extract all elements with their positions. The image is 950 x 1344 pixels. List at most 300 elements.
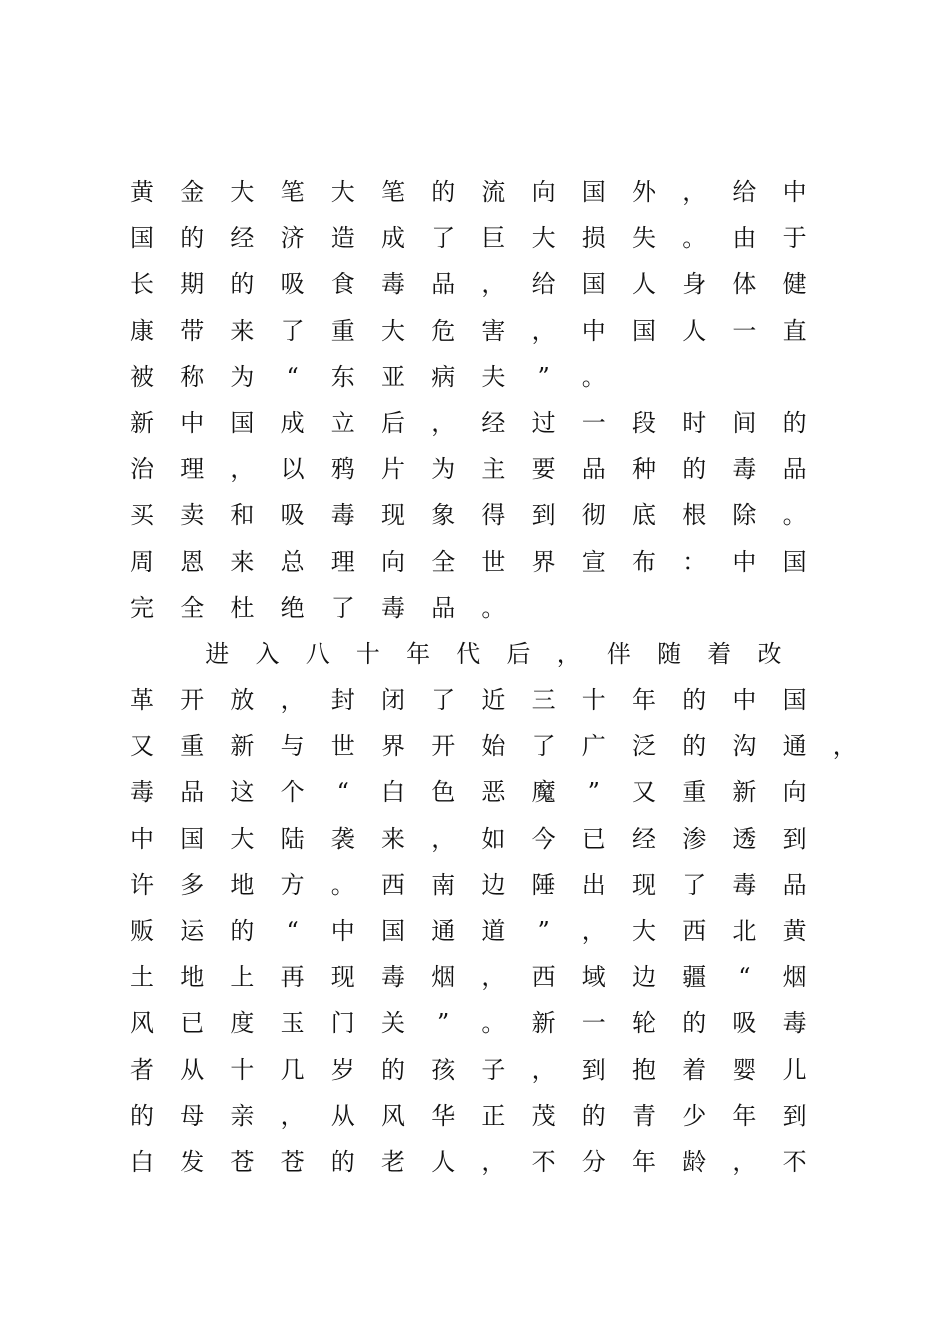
text-char: 青 — [632, 1101, 656, 1130]
text-char: 给 — [732, 178, 757, 206]
text-char: 危 — [431, 316, 456, 345]
text-char: 中 — [782, 178, 807, 206]
text-char: 彻 — [581, 501, 606, 530]
text-char: 根 — [682, 501, 707, 530]
text-char: 已 — [581, 824, 606, 853]
text-char: 中 — [581, 316, 606, 345]
text-char: 西 — [682, 917, 707, 945]
text-char: 要 — [531, 455, 556, 484]
text-char: ” — [437, 1009, 450, 1038]
text-char: 中 — [180, 408, 205, 437]
text-char: 运 — [180, 917, 205, 945]
text-char: 笔 — [280, 178, 305, 206]
text-line — [129, 678, 929, 724]
text-char: 茂 — [531, 1101, 556, 1130]
text-char: 卖 — [180, 501, 205, 530]
text-char: 南 — [431, 870, 456, 899]
text-char: 长 — [130, 270, 154, 299]
text-char: 于 — [782, 224, 807, 253]
text-char: 体 — [732, 270, 757, 299]
text-char: 国 — [782, 686, 807, 715]
text-char: 道 — [481, 917, 506, 945]
text-char: “ — [738, 963, 751, 992]
text-char: 再 — [280, 963, 305, 992]
text-char: ： — [682, 547, 707, 576]
text-line — [129, 770, 929, 816]
text-char: 品 — [782, 455, 807, 484]
text-line — [129, 309, 929, 355]
text-char: 关 — [381, 1009, 405, 1038]
text-line — [129, 216, 929, 262]
text-char: 外 — [632, 178, 656, 206]
text-char: 新 — [531, 1009, 556, 1038]
text-char: 新 — [230, 732, 255, 761]
text-char: 分 — [581, 1147, 606, 1176]
text-char: “ — [286, 917, 299, 945]
text-char: 十 — [355, 639, 380, 668]
text-char: 泛 — [632, 732, 656, 761]
text-char: 吸 — [732, 1009, 757, 1038]
text-char: 国 — [782, 547, 807, 576]
text-char: 从 — [180, 1055, 205, 1084]
text-char: 母 — [180, 1101, 205, 1130]
text-char: 。 — [330, 870, 355, 899]
text-char: 了 — [431, 224, 456, 253]
text-char: 给 — [531, 270, 556, 299]
text-char: 沟 — [732, 732, 757, 761]
text-char: 通 — [782, 732, 807, 761]
text-char: 新 — [732, 778, 757, 807]
text-line — [129, 401, 929, 447]
text-char: 夫 — [481, 362, 506, 391]
text-char: 又 — [632, 778, 656, 807]
text-char: 的 — [230, 917, 255, 945]
text-char: 大 — [330, 178, 355, 206]
text-char: 来 — [230, 316, 255, 345]
text-char: 。 — [682, 224, 707, 253]
text-line — [129, 1001, 929, 1047]
text-char: 了 — [280, 316, 305, 345]
text-char: 近 — [481, 686, 506, 715]
text-char: 全 — [431, 547, 456, 576]
text-char: 度 — [230, 1009, 255, 1038]
text-char: 疆 — [682, 963, 707, 992]
text-char: 代 — [456, 639, 481, 668]
text-char: 边 — [481, 870, 506, 899]
text-char: 发 — [180, 1147, 205, 1176]
text-char: 风 — [130, 1009, 154, 1038]
text-char: 袭 — [330, 824, 355, 853]
text-char: 黄 — [130, 178, 154, 206]
text-char: 失 — [632, 224, 656, 253]
text-line — [129, 355, 929, 401]
text-char: 少 — [682, 1101, 707, 1130]
text-char: 毒 — [381, 270, 405, 299]
text-char: 象 — [431, 501, 456, 530]
text-char: 大 — [230, 824, 255, 853]
text-char: 食 — [330, 270, 355, 299]
text-char: 陆 — [280, 824, 305, 853]
text-char: 抱 — [632, 1055, 656, 1084]
text-char: 地 — [230, 870, 255, 899]
text-char: 毒 — [732, 455, 757, 484]
text-char: 轮 — [632, 1009, 656, 1038]
text-char: 东 — [330, 362, 355, 391]
text-char: 为 — [230, 362, 255, 391]
text-char: 的 — [682, 1009, 707, 1038]
text-char: 成 — [280, 408, 305, 437]
text-line — [129, 447, 929, 493]
text-char: 着 — [707, 639, 732, 668]
text-char: 人 — [431, 1147, 456, 1176]
text-char: 造 — [330, 224, 355, 253]
text-char: 个 — [280, 778, 305, 807]
text-char: 通 — [431, 917, 456, 945]
text-char: 中 — [130, 824, 154, 853]
text-char: 不 — [531, 1147, 556, 1176]
text-char: 经 — [230, 224, 255, 253]
text-char: 封 — [330, 686, 355, 715]
text-char: 进 — [205, 639, 230, 668]
text-char: 大 — [230, 178, 255, 206]
text-char: 白 — [130, 1147, 154, 1176]
text-char: 宣 — [581, 547, 606, 576]
text-char: 巨 — [481, 224, 506, 253]
text-char: 称 — [180, 362, 205, 391]
text-char: 段 — [632, 408, 656, 437]
text-char: 改 — [757, 639, 782, 668]
text-char: 世 — [481, 547, 506, 576]
text-line — [129, 724, 929, 770]
text-char: 品 — [431, 270, 456, 299]
text-char: 大 — [381, 316, 405, 345]
text-char: 出 — [581, 870, 606, 899]
text-char: 界 — [531, 547, 556, 576]
text-char: 健 — [782, 270, 807, 299]
text-char: 成 — [381, 224, 405, 253]
text-char: 多 — [180, 870, 205, 899]
text-char: 笔 — [381, 178, 405, 206]
text-char: 吸 — [280, 501, 305, 530]
text-char: 年 — [632, 1147, 656, 1176]
text-char: 的 — [381, 1055, 405, 1084]
text-char: 。 — [581, 362, 606, 391]
text-char: 一 — [581, 1009, 606, 1038]
text-char: ， — [682, 178, 707, 206]
text-line — [129, 170, 929, 216]
text-char: 期 — [180, 270, 205, 299]
text-char: 向 — [782, 778, 807, 807]
text-char: 不 — [782, 1147, 807, 1176]
text-char: 布 — [632, 547, 656, 576]
text-char: 华 — [431, 1101, 456, 1130]
text-char: ， — [531, 316, 556, 345]
text-char: 入 — [255, 639, 280, 668]
text-char: 到 — [581, 1055, 606, 1084]
text-line — [129, 632, 929, 678]
text-char: 全 — [180, 593, 205, 622]
text-char: 总 — [280, 547, 305, 576]
text-char: 八 — [305, 639, 330, 668]
text-char: 北 — [732, 917, 757, 945]
text-char: 了 — [682, 870, 707, 899]
text-char: 毒 — [381, 963, 405, 992]
text-line — [129, 493, 929, 539]
text-char: 片 — [381, 455, 405, 484]
text-char: 身 — [682, 270, 707, 299]
text-char: 随 — [657, 639, 682, 668]
text-char: 亚 — [381, 362, 405, 391]
text-char: 毒 — [330, 501, 355, 530]
text-char: 始 — [481, 732, 506, 761]
text-char: 年 — [732, 1101, 757, 1130]
text-char: 婴 — [732, 1055, 757, 1084]
text-char: 以 — [280, 455, 305, 484]
text-char: 渗 — [682, 824, 707, 853]
text-char: 这 — [230, 778, 255, 807]
text-char: 的 — [230, 270, 255, 299]
text-char: 大 — [632, 917, 656, 945]
text-char: 的 — [130, 1101, 154, 1130]
text-line — [129, 817, 929, 863]
text-char: 时 — [682, 408, 707, 437]
text-char: ， — [481, 963, 506, 992]
text-char: 后 — [506, 639, 531, 668]
text-char: 正 — [481, 1101, 506, 1130]
text-char: 白 — [381, 778, 405, 807]
text-char: 十 — [581, 686, 606, 715]
text-char: 今 — [531, 824, 556, 853]
text-line — [129, 909, 929, 955]
text-char: 又 — [130, 732, 154, 761]
text-char: 国 — [581, 270, 606, 299]
text-char: 老 — [381, 1147, 405, 1176]
text-char: 边 — [632, 963, 656, 992]
text-char: 国 — [381, 917, 405, 945]
text-char: 三 — [531, 686, 556, 715]
text-char: 中 — [330, 917, 355, 945]
text-char: 年 — [406, 639, 431, 668]
text-char: 与 — [280, 732, 305, 761]
text-char: 除 — [732, 501, 757, 530]
text-char: 新 — [130, 408, 154, 437]
text-line — [129, 1140, 929, 1186]
text-char: ， — [732, 1147, 757, 1176]
text-char: 孩 — [431, 1055, 456, 1084]
text-char: 鸦 — [330, 455, 355, 484]
text-char: 毒 — [782, 1009, 807, 1038]
text-char: 带 — [180, 316, 205, 345]
text-char: 过 — [531, 408, 556, 437]
text-char: 几 — [280, 1055, 305, 1084]
text-char: 种 — [632, 455, 656, 484]
text-char: 世 — [330, 732, 355, 761]
text-char: 现 — [381, 501, 405, 530]
text-char: 岁 — [330, 1055, 355, 1084]
text-char: 亲 — [230, 1101, 255, 1130]
text-char: 从 — [330, 1101, 355, 1130]
text-char: 的 — [682, 455, 707, 484]
text-char: 到 — [782, 1101, 807, 1130]
text-char: 贩 — [130, 917, 154, 945]
text-char: 色 — [431, 778, 456, 807]
text-char: ， — [481, 1147, 506, 1176]
text-char: 周 — [130, 547, 154, 576]
text-char: ， — [230, 455, 255, 484]
text-char: 西 — [531, 963, 556, 992]
text-char: 域 — [581, 963, 606, 992]
text-char: 品 — [180, 778, 205, 807]
text-char: 底 — [632, 501, 656, 530]
text-char: 理 — [180, 455, 205, 484]
text-char: 人 — [632, 270, 656, 299]
text-char: 十 — [230, 1055, 255, 1084]
text-char: 治 — [130, 455, 154, 484]
text-char: 买 — [130, 501, 154, 530]
text-char: 中 — [732, 686, 757, 715]
text-char: 为 — [431, 455, 456, 484]
text-char: 国 — [581, 178, 606, 206]
text-char: 由 — [732, 224, 757, 253]
text-char: 着 — [682, 1055, 707, 1084]
text-char: ， — [531, 1055, 556, 1084]
text-char: ， — [431, 824, 456, 853]
text-char: 绝 — [280, 593, 305, 622]
text-char: 陲 — [531, 870, 556, 899]
text-char: 。 — [481, 1009, 506, 1038]
text-char: 重 — [180, 732, 205, 761]
text-char: 和 — [230, 501, 255, 530]
text-char: 国 — [632, 316, 656, 345]
text-char: 闭 — [381, 686, 405, 715]
text-char: 得 — [481, 501, 506, 530]
text-char: 杜 — [230, 593, 255, 622]
text-char: 许 — [130, 870, 154, 899]
text-char: 现 — [330, 963, 355, 992]
text-char: 毒 — [381, 593, 405, 622]
text-char: 毒 — [732, 870, 757, 899]
text-char: 重 — [330, 316, 355, 345]
text-char: 完 — [130, 593, 154, 622]
text-char: 康 — [130, 316, 154, 345]
body-text — [129, 170, 929, 1186]
text-char: 品 — [782, 870, 807, 899]
text-char: ” — [537, 362, 550, 391]
text-char: 一 — [732, 316, 757, 345]
text-char: 损 — [581, 224, 606, 253]
text-char: 如 — [481, 824, 506, 853]
text-line — [129, 1048, 929, 1094]
text-line — [129, 863, 929, 909]
text-char: ， — [481, 270, 506, 299]
text-char: 向 — [381, 547, 405, 576]
text-char: 土 — [130, 963, 154, 992]
text-char: 一 — [581, 408, 606, 437]
text-char: 中 — [732, 547, 757, 576]
text-char: ” — [587, 778, 600, 807]
text-char: 病 — [431, 362, 456, 391]
text-char: 烟 — [782, 963, 807, 992]
text-char: 直 — [782, 316, 807, 345]
text-char: 毒 — [130, 778, 154, 807]
text-char: 金 — [180, 178, 205, 206]
text-char: 害 — [481, 316, 506, 345]
text-char: 品 — [581, 455, 606, 484]
text-char: 人 — [682, 316, 707, 345]
text-char: 苍 — [280, 1147, 305, 1176]
text-char: 年 — [632, 686, 656, 715]
text-char: “ — [286, 362, 299, 391]
text-char: ， — [431, 408, 456, 437]
text-char: 重 — [682, 778, 707, 807]
text-char: 黄 — [782, 917, 807, 945]
text-char: 透 — [732, 824, 757, 853]
text-char: 开 — [431, 732, 456, 761]
text-char: 龄 — [682, 1147, 707, 1176]
text-char: 儿 — [782, 1055, 807, 1084]
text-line — [129, 1094, 929, 1140]
text-char: 革 — [130, 686, 154, 715]
text-char: 流 — [481, 178, 506, 206]
text-char: 开 — [180, 686, 205, 715]
text-char: 经 — [481, 408, 506, 437]
text-char: 的 — [682, 732, 707, 761]
text-char: ” — [537, 917, 550, 945]
text-char: 到 — [531, 501, 556, 530]
text-char: 经 — [632, 824, 656, 853]
text-char: 立 — [330, 408, 355, 437]
text-char: ， — [280, 686, 305, 715]
text-char: ， — [832, 732, 857, 761]
text-line — [129, 586, 929, 632]
text-char: 已 — [180, 1009, 205, 1038]
text-char: 主 — [481, 455, 506, 484]
text-char: 玉 — [280, 1009, 305, 1038]
text-char: 的 — [682, 686, 707, 715]
text-char: ， — [556, 639, 581, 668]
text-char: 西 — [381, 870, 405, 899]
text-char: 的 — [581, 1101, 606, 1130]
text-char: 的 — [330, 1147, 355, 1176]
text-char: 的 — [431, 178, 456, 206]
text-char: 者 — [130, 1055, 154, 1084]
text-char: 界 — [381, 732, 405, 761]
text-char: 国 — [180, 824, 205, 853]
text-char: 风 — [381, 1101, 405, 1130]
text-char: 门 — [330, 1009, 355, 1038]
text-char: 。 — [782, 501, 807, 530]
text-char: “ — [336, 778, 349, 807]
text-char: 国 — [230, 408, 255, 437]
text-char: 现 — [632, 870, 656, 899]
text-char: 后 — [381, 408, 405, 437]
text-char: 来 — [230, 547, 255, 576]
text-char: 恩 — [180, 547, 205, 576]
text-char: 伴 — [606, 639, 631, 668]
text-line — [129, 955, 929, 1001]
text-line — [129, 262, 929, 308]
text-char: 放 — [230, 686, 255, 715]
text-char: 理 — [330, 547, 355, 576]
text-char: 苍 — [230, 1147, 255, 1176]
text-char: 了 — [330, 593, 355, 622]
text-char: 了 — [531, 732, 556, 761]
text-char: 。 — [481, 593, 506, 622]
text-char: 品 — [431, 593, 456, 622]
text-char: 子 — [481, 1055, 506, 1084]
text-char: 国 — [130, 224, 154, 253]
text-char: 广 — [581, 732, 606, 761]
